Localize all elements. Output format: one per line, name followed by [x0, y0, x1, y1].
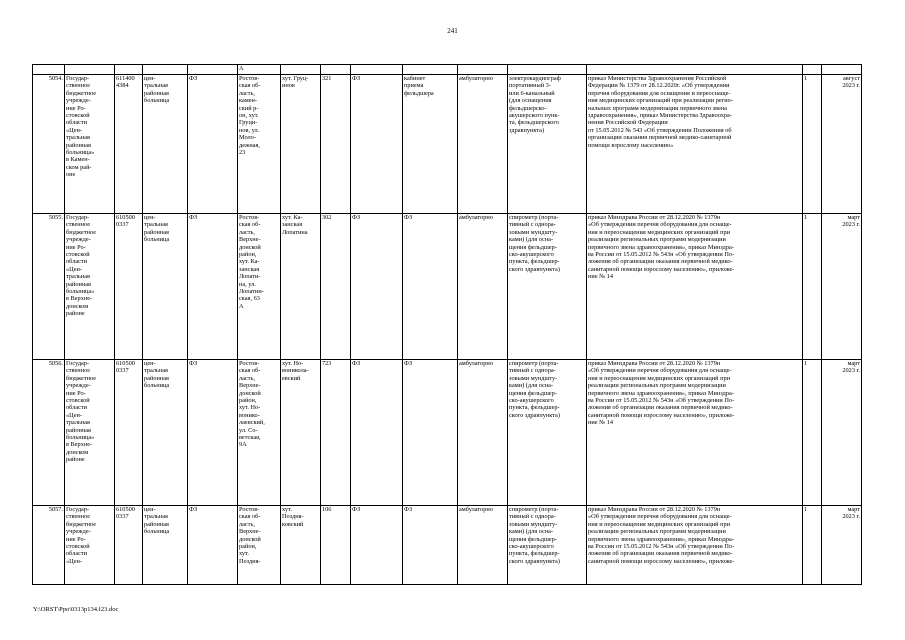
- quantity-cell: 1: [803, 75, 822, 214]
- table-row: [33, 506, 862, 585]
- org-type: цен- тральная районная больница: [143, 214, 188, 360]
- org-code: 611400 4384: [115, 75, 143, 214]
- population-cell: 321: [321, 75, 351, 214]
- address-cell: Ростов- ская об- ласть, Верхне- донской район, хут. Поздня-: [238, 506, 281, 585]
- date-cell: август 2023 г.: [822, 75, 862, 214]
- fz-cell: ФЗ: [188, 75, 238, 214]
- row-number: 5054.: [33, 75, 65, 214]
- organization-name: Государ- ственное бюджетное учрежде- ние Ро- стовской области «Цен- тральная районная больница» в Верхне- донском районе: [65, 360, 115, 506]
- fz-cell-2: ФЗ: [351, 360, 403, 506]
- address-cell: Ростов- ская об- ласть, камен- ский р- он, хут. Груци- нов, ул. Моло- дежная, 23: [238, 75, 281, 214]
- fz-cell: ФЗ: [188, 360, 238, 506]
- organization-name: Государ- ственное бюджетное учрежде- ние Ро- стовской области «Цен- тральная районная больница» в Камен- ском рай- оне: [65, 75, 115, 214]
- legal-basis-cell: приказ Министерства Здравоохранения Российской Федерации № 1379 от 28.12.2020г. «Об утверждении перечня оборудования для оснащения и переоснаще- ния медицинских организаций при реализации регио- нальных программ модернизации первичного звена здравоохранения», приказ Министерства Здравоохра- нения Российской Федерации от 15.05.2012 № 543 «Об утверждении Положения об организации оказания первичной медико-санитарной помощи взрослому населению»: [587, 75, 803, 214]
- quantity-cell: 1: [803, 214, 822, 360]
- org-code: 610500 0337: [115, 360, 143, 506]
- file-path-footer: Y:\ORST\Ppo\0313p134.f23.doc: [33, 606, 119, 613]
- legal-basis-cell: приказ Минздрава России от 28.12.2020 № 1379н «Об утверждении перечня оборудования для оснаще- ния и переоснащения медицинских организаций при реализации региональных программ модернизации первичного звена здравоохранения», приказ Минздра- ва России от 15.05.2012 № 543н «Об утверждении По- ложения об организации оказания первичной медико- санитарной помощи взрослому населению», приложе- ние № 14: [587, 214, 803, 360]
- care-type-cell: амбулаторно: [458, 360, 508, 506]
- care-type-cell: амбулаторно: [458, 506, 508, 585]
- continuation-cell: А: [238, 65, 281, 75]
- fz-cell: ФЗ: [188, 214, 238, 360]
- equipment-table: [32, 64, 862, 585]
- locality-cell: хут. Но- воникола- евский: [281, 360, 321, 506]
- population-cell: 723: [321, 360, 351, 506]
- continuation-row: [33, 65, 862, 75]
- unit-cell: кабинет приема фельдшера: [403, 75, 458, 214]
- organization-name: Государ- ственное бюджетное учрежде- ние Ро- стовской области «Цен-: [65, 506, 115, 585]
- date-cell: март 2023 г.: [822, 214, 862, 360]
- legal-basis-cell: приказ Минздрава России от 28.12.2020 № 1379н «Об утверждении перечня оборудования для оснаще- ния и переоснащения медицинских организаций при реализации региональных программ модернизации первичного звена здравоохранения», приказ Минздра- ва России от 15.05.2012 № 543н «Об утверждении По- ложения об организации оказания первичной медико- санитарной помощи взрослому населению», приложе- ние № 14: [587, 360, 803, 506]
- address-cell: Ростов- ская об- ласть, Верхне- донской район, хут. Ка- занская Лопати- на, ул. Лопатин- ская, 63 А: [238, 214, 281, 360]
- date-cell: март 2023 г.: [822, 506, 862, 585]
- unit-cell: ФЗ: [403, 214, 458, 360]
- table-row: [33, 75, 862, 214]
- equipment-cell: спирометр (порта- тивный с одноpa- зовыми мундшту- ками) (для осна- щения фельдшер- ско-акушерского пункта, фельдшер- ского здравпункта): [508, 506, 587, 585]
- population-cell: 106: [321, 506, 351, 585]
- care-type-cell: амбулаторно: [458, 75, 508, 214]
- page-number: 241: [447, 27, 458, 35]
- row-number: 5055.: [33, 214, 65, 360]
- org-type: цен- тральная районная больница: [143, 506, 188, 585]
- equipment-cell: спирометр (порта- тивный с одноpa- зовыми мундшту- ками) (для осна- щения фельдшер- ско-акушерского пункта, фельдшер- ского здравпункта): [508, 214, 587, 360]
- unit-cell: ФЗ: [403, 506, 458, 585]
- organization-name: Государ- ственное бюджетное учрежде- ние Ро- стовской области «Цен- тральная районная больница» в Верхне- донском районе: [65, 214, 115, 360]
- equipment-cell: электрокардиограф портативный 3- или 6-канальный (для оснащения фельдшерско- акушерского пунк- та, фельдшерского здравпункта): [508, 75, 587, 214]
- org-code: 610500 0337: [115, 506, 143, 585]
- fz-cell-2: ФЗ: [351, 214, 403, 360]
- address-cell: Ростов- ская об- ласть, Верхне- донской район, хут. Но- вонико- лаевский, ул. Со- ветская, 9А: [238, 360, 281, 506]
- locality-cell: хут. Груц- инов: [281, 75, 321, 214]
- fz-cell: ФЗ: [188, 506, 238, 585]
- legal-basis-cell: приказ Минздрава России от 28.12.2020 № 1379н «Об утверждении перечня оборудования для оснаще- ния и переоснащения медицинских организаций при реализации региональных программ модернизации первичного звена здравоохранения», приказ Минздра- ва России от 15.05.2012 № 543н «Об утверждении По- ложения об организации оказания первичной медико- санитарной помощи взрослому населению», приложе-: [587, 506, 803, 585]
- row-number: 5056.: [33, 360, 65, 506]
- date-cell: март 2023 г.: [822, 360, 862, 506]
- unit-cell: ФЗ: [403, 360, 458, 506]
- locality-cell: хут. Ка- занская Лопатина: [281, 214, 321, 360]
- fz-cell-2: ФЗ: [351, 506, 403, 585]
- fz-cell-2: ФЗ: [351, 75, 403, 214]
- population-cell: 302: [321, 214, 351, 360]
- locality-cell: хут. Поздня- ковский: [281, 506, 321, 585]
- org-type: цен- тральная районная больница: [143, 360, 188, 506]
- quantity-cell: 1: [803, 360, 822, 506]
- org-code: 610500 0337: [115, 214, 143, 360]
- table-row: [33, 360, 862, 506]
- table-row: [33, 214, 862, 360]
- row-number: 5057.: [33, 506, 65, 585]
- equipment-cell: спирометр (порта- тивный с одноpa- зовыми мундшту- ками) (для осна- щения фельдшер- ско-акушерского пункта, фельдшер- ского здравпункта): [508, 360, 587, 506]
- quantity-cell: 1: [803, 506, 822, 585]
- care-type-cell: амбулаторно: [458, 214, 508, 360]
- org-type: цен- тральная районная больница: [143, 75, 188, 214]
